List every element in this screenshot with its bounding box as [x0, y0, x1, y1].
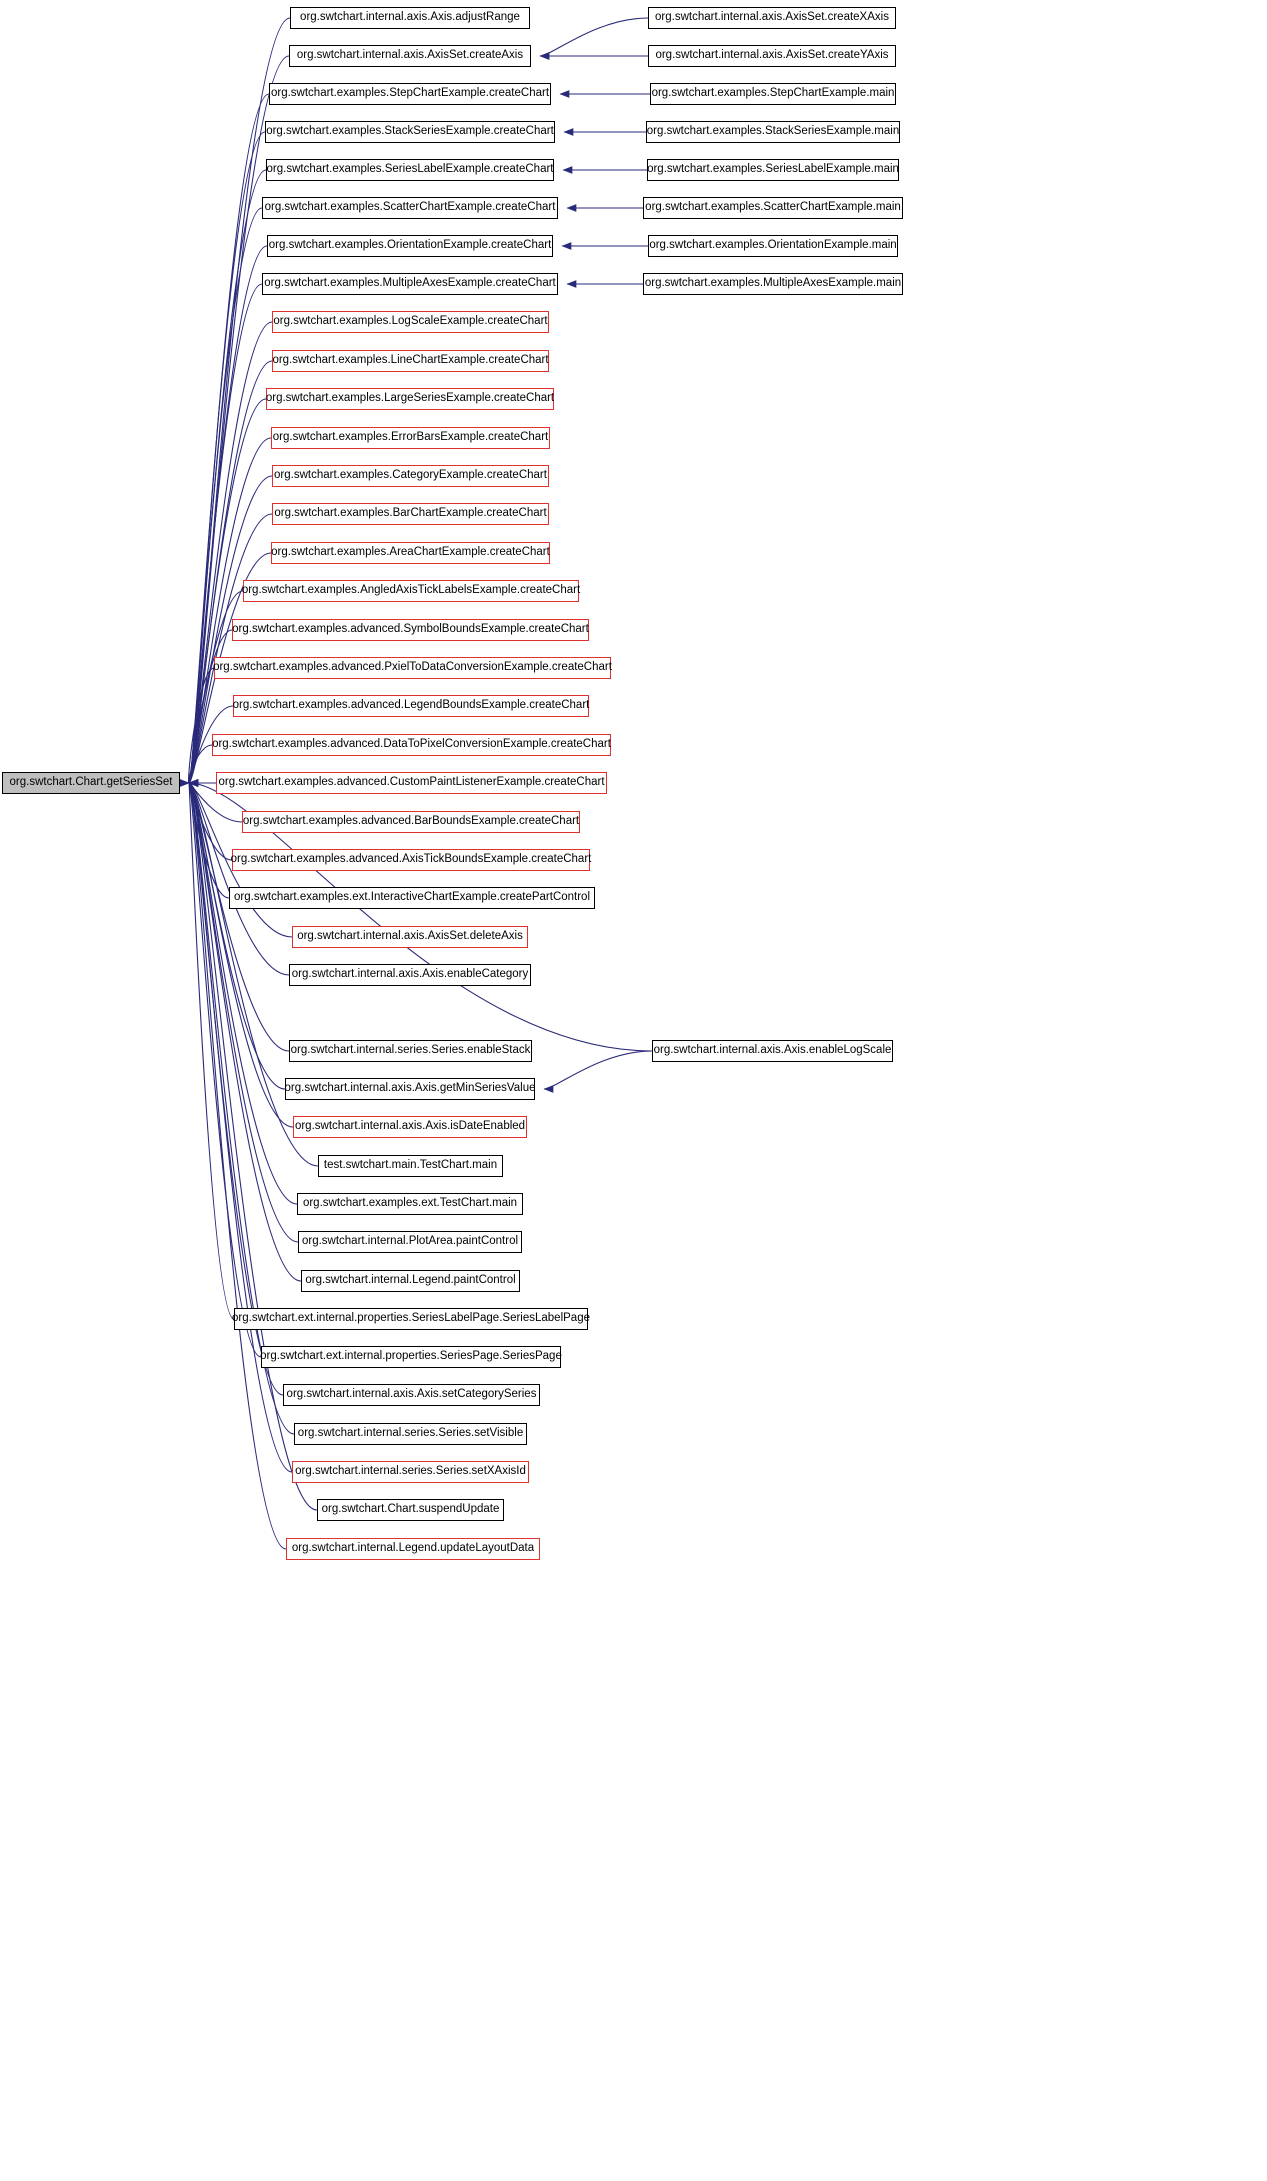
graph-node[interactable]: org.swtchart.examples.OrientationExample.createChart: [267, 235, 553, 257]
graph-node[interactable]: org.swtchart.examples.advanced.SymbolBoundsExample.createChart: [232, 619, 589, 641]
graph-node[interactable]: org.swtchart.examples.AreaChartExample.createChart: [271, 542, 550, 564]
graph-node[interactable]: org.swtchart.internal.axis.AxisSet.createAxis: [289, 45, 531, 67]
graph-node[interactable]: org.swtchart.ext.internal.properties.SeriesPage.SeriesPage: [261, 1346, 561, 1368]
graph-node[interactable]: org.swtchart.examples.advanced.DataToPixelConversionExample.createChart: [212, 734, 611, 756]
graph-node[interactable]: org.swtchart.examples.ext.TestChart.main: [297, 1193, 523, 1215]
graph-node[interactable]: org.swtchart.internal.axis.Axis.enableCategory: [289, 964, 531, 986]
graph-node[interactable]: org.swtchart.examples.advanced.CustomPaintListenerExample.createChart: [216, 772, 607, 794]
graph-node[interactable]: org.swtchart.examples.advanced.PxielToDataConversionExample.createChart: [214, 657, 611, 679]
graph-node[interactable]: org.swtchart.examples.StepChartExample.createChart: [269, 83, 551, 105]
graph-node[interactable]: org.swtchart.internal.Legend.paintControl: [301, 1270, 520, 1292]
graph-node[interactable]: org.swtchart.internal.PlotArea.paintControl: [298, 1231, 522, 1253]
graph-node[interactable]: org.swtchart.internal.Legend.updateLayoutData: [286, 1538, 540, 1560]
graph-node[interactable]: org.swtchart.examples.LogScaleExample.createChart: [272, 311, 549, 333]
graph-node[interactable]: test.swtchart.main.TestChart.main: [318, 1155, 503, 1177]
graph-node[interactable]: org.swtchart.examples.advanced.BarBoundsExample.createChart: [242, 811, 580, 833]
graph-node[interactable]: org.swtchart.examples.LargeSeriesExample.createChart: [266, 388, 554, 410]
graph-node[interactable]: org.swtchart.examples.SeriesLabelExample.createChart: [266, 159, 554, 181]
graph-node[interactable]: org.swtchart.internal.axis.Axis.setCategorySeries: [283, 1384, 540, 1406]
graph-node[interactable]: org.swtchart.internal.axis.AxisSet.createYAxis: [648, 45, 896, 67]
graph-node[interactable]: org.swtchart.examples.AngledAxisTickLabelsExample.createChart: [243, 580, 579, 602]
graph-node[interactable]: org.swtchart.internal.series.Series.setVisible: [294, 1423, 527, 1445]
graph-node[interactable]: org.swtchart.examples.ErrorBarsExample.createChart: [271, 427, 550, 449]
graph-node[interactable]: org.swtchart.examples.BarChartExample.createChart: [272, 503, 549, 525]
graph-node[interactable]: org.swtchart.examples.OrientationExample.main: [648, 235, 898, 257]
graph-node[interactable]: org.swtchart.ext.internal.properties.SeriesLabelPage.SeriesLabelPage: [234, 1308, 588, 1330]
graph-node[interactable]: org.swtchart.Chart.suspendUpdate: [317, 1499, 504, 1521]
graph-node[interactable]: org.swtchart.internal.axis.AxisSet.deleteAxis: [292, 926, 528, 948]
graph-node[interactable]: org.swtchart.examples.StackSeriesExample.main: [646, 121, 900, 143]
graph-node[interactable]: org.swtchart.internal.axis.Axis.isDateEnabled: [293, 1116, 527, 1138]
graph-node[interactable]: org.swtchart.examples.ScatterChartExample.createChart: [262, 197, 558, 219]
graph-node[interactable]: org.swtchart.internal.series.Series.enableStack: [289, 1040, 532, 1062]
graph-node[interactable]: org.swtchart.examples.StepChartExample.main: [650, 83, 896, 105]
graph-node[interactable]: org.swtchart.examples.SeriesLabelExample.main: [647, 159, 899, 181]
graph-node[interactable]: org.swtchart.examples.ext.InteractiveChartExample.createPartControl: [229, 887, 595, 909]
graph-node[interactable]: org.swtchart.internal.axis.Axis.getMinSeriesValue: [285, 1078, 535, 1100]
graph-node[interactable]: org.swtchart.examples.MultipleAxesExample.main: [643, 273, 903, 295]
graph-node[interactable]: org.swtchart.examples.advanced.AxisTickBoundsExample.createChart: [232, 849, 590, 871]
graph-node[interactable]: org.swtchart.internal.axis.Axis.enableLogScale: [652, 1040, 893, 1062]
root-node[interactable]: org.swtchart.Chart.getSeriesSet: [2, 772, 180, 794]
graph-node[interactable]: org.swtchart.examples.ScatterChartExample.main: [643, 197, 903, 219]
graph-node[interactable]: org.swtchart.examples.advanced.LegendBoundsExample.createChart: [233, 695, 589, 717]
graph-node[interactable]: org.swtchart.internal.axis.Axis.adjustRange: [290, 7, 530, 29]
graph-node[interactable]: org.swtchart.internal.series.Series.setXAxisId: [292, 1461, 529, 1483]
graph-node[interactable]: org.swtchart.internal.axis.AxisSet.createXAxis: [648, 7, 896, 29]
graph-node[interactable]: org.swtchart.examples.LineChartExample.createChart: [272, 350, 549, 372]
graph-node[interactable]: org.swtchart.examples.MultipleAxesExample.createChart: [262, 273, 558, 295]
graph-node[interactable]: org.swtchart.examples.CategoryExample.createChart: [272, 465, 549, 487]
graph-node[interactable]: org.swtchart.examples.StackSeriesExample.createChart: [265, 121, 555, 143]
